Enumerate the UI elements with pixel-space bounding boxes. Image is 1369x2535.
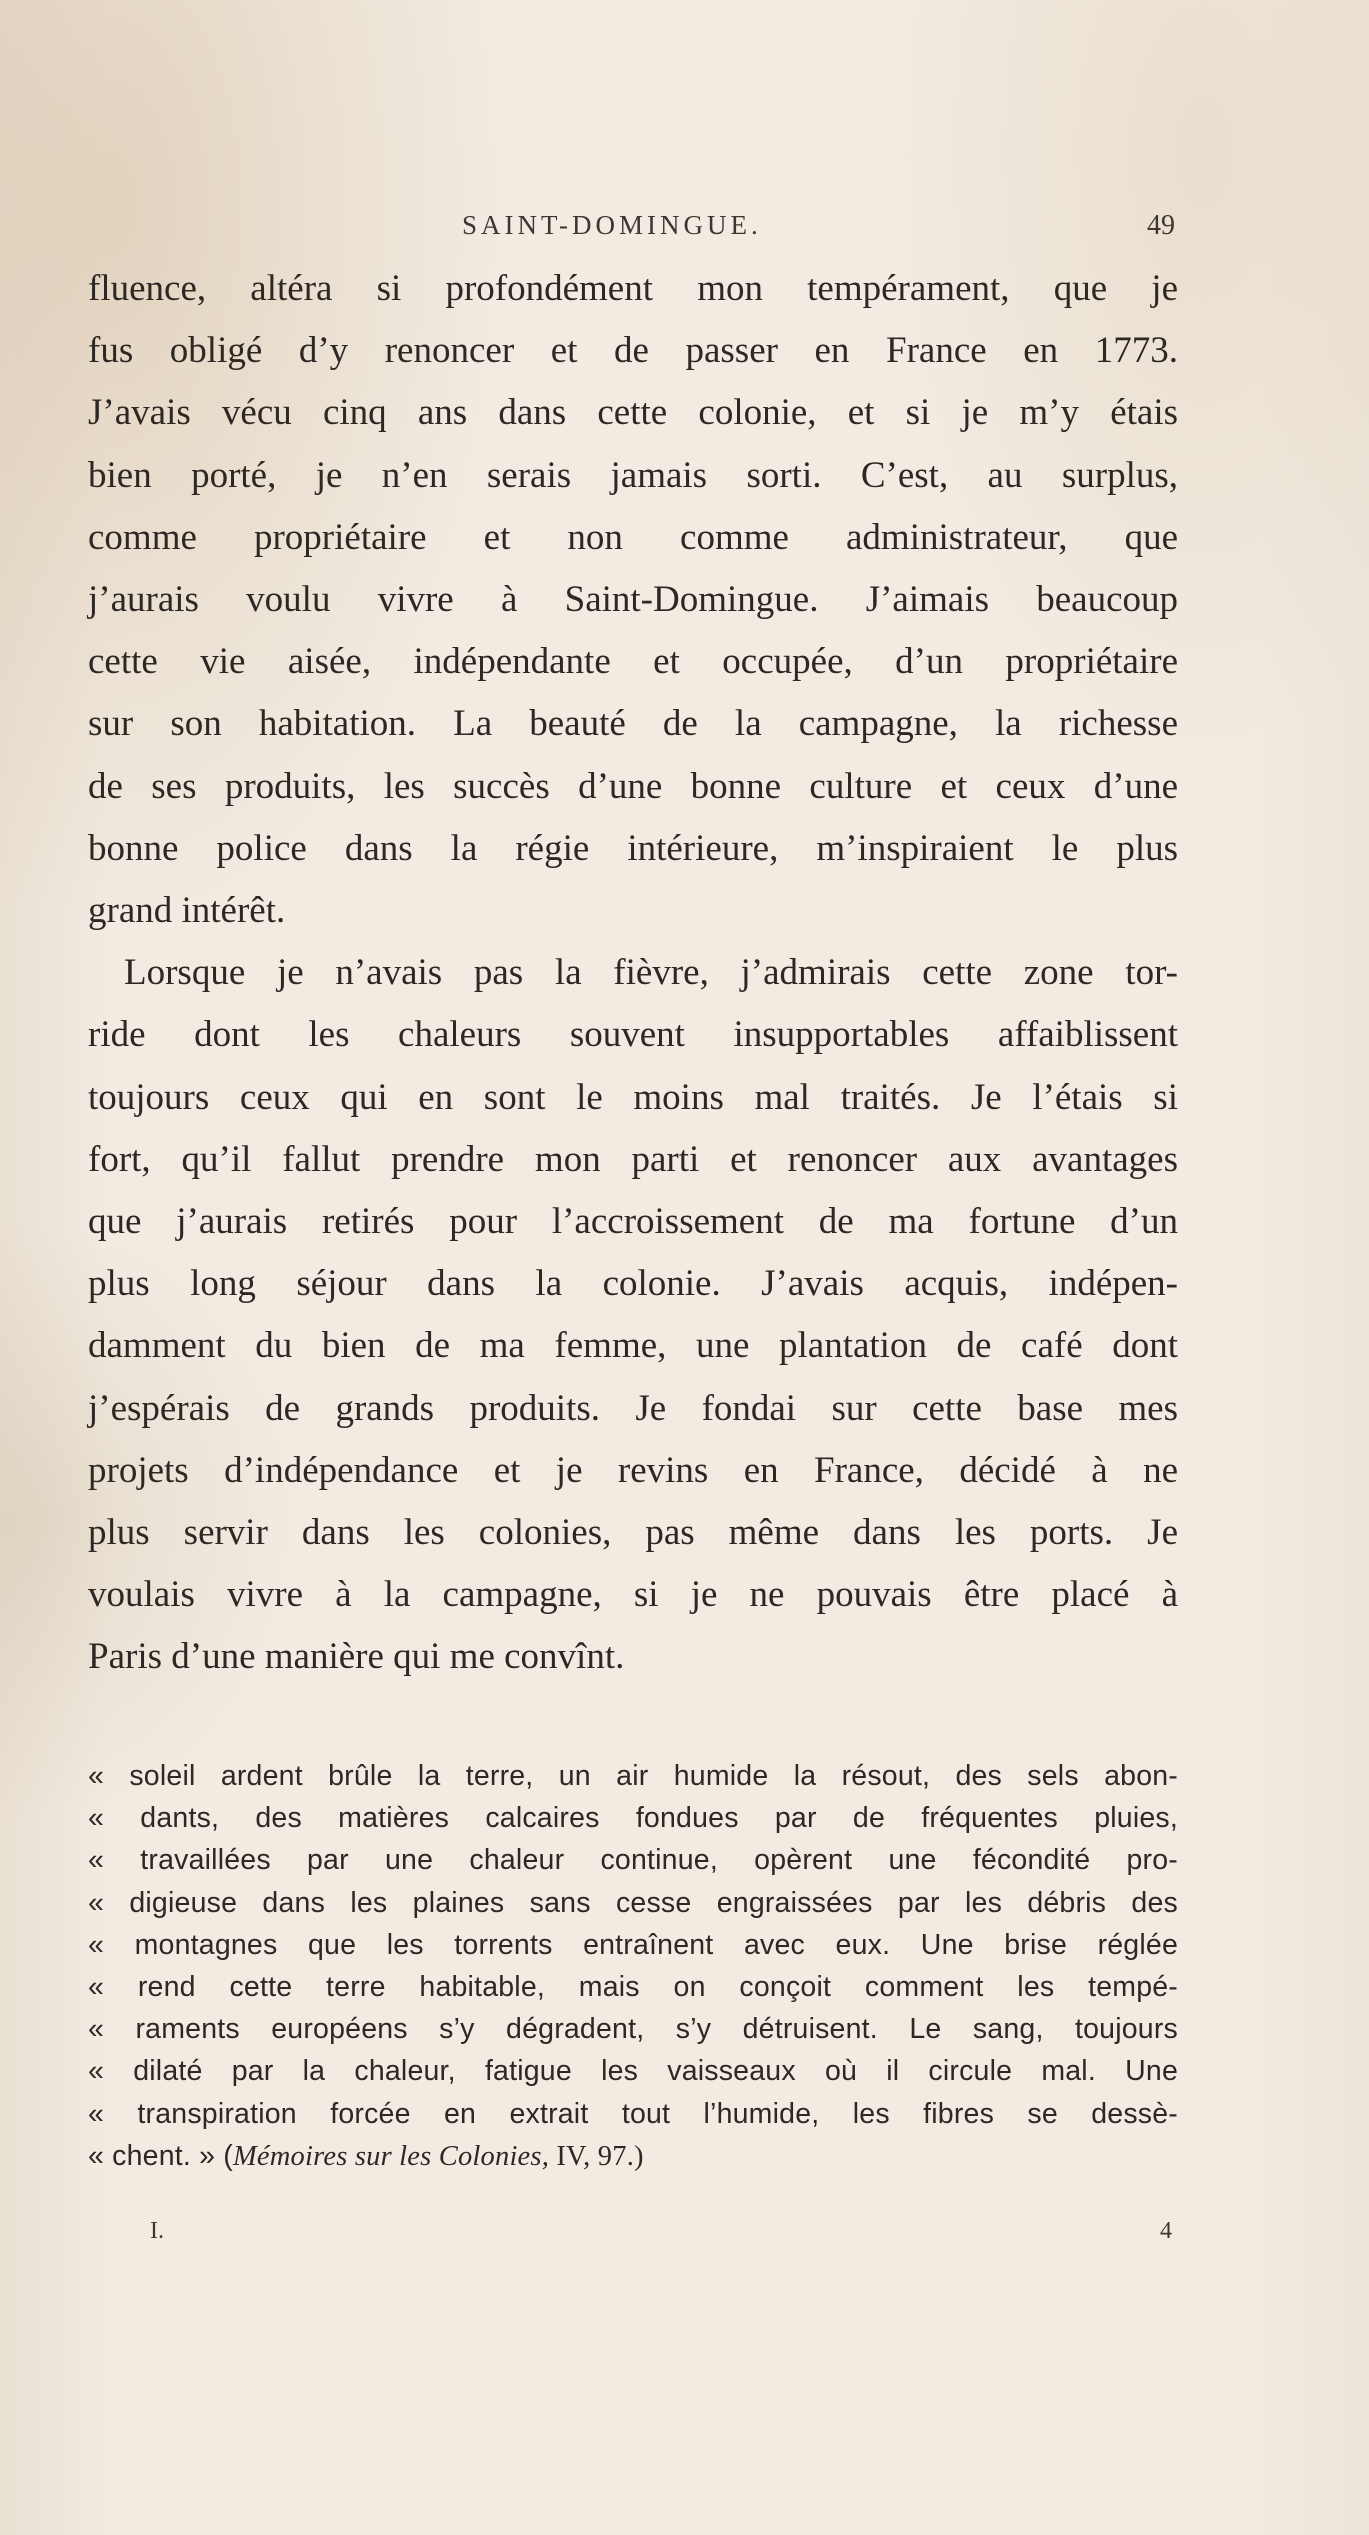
footnote-line: « digieuse dans les plaines sans cesse engraissées par les débris des xyxy=(88,1886,1178,1919)
footnote-citation-ref: IV, 97.) xyxy=(549,2140,644,2172)
footnote-line: « dilaté par la chaleur, fatigue les vaisseaux où il circule mal. Une xyxy=(88,2055,1178,2088)
main-text xyxy=(88,258,1178,1689)
text-line: que j’aurais retirés pour l’accroissement de ma fortune d’un xyxy=(88,1201,1178,1243)
volume-signature: I. xyxy=(150,2218,164,2244)
footnote-line: « rend cette terre habitable, mais on conçoit comment les tempé- xyxy=(88,1971,1178,2004)
footnote-line: « montagnes que les torrents entraînent avec eux. Une brise réglée xyxy=(88,1928,1178,1961)
footnote-line-final xyxy=(88,2135,1178,2178)
text-line: sur son habitation. La beauté de la campagne, la richesse xyxy=(88,703,1178,745)
text-line: de ses produits, les succès d’une bonne culture et ceux d’une xyxy=(88,765,1178,807)
footnote-line: « travaillées par une chaleur continue, opèrent une fécondité pro- xyxy=(88,1844,1178,1877)
text-line: grand intérêt. xyxy=(88,890,286,932)
running-title: SAINT-DOMINGUE. xyxy=(462,210,762,240)
text-line: toujours ceux qui en sont le moins mal traités. Je l’étais si xyxy=(88,1076,1178,1118)
text-line: Paris d’une manière qui me convînt. xyxy=(88,1636,625,1678)
page-number: 49 xyxy=(1147,210,1175,241)
text-line: fus obligé d’y renoncer et de passer en France en 1773. xyxy=(88,330,1178,372)
text-line: plus long séjour dans la colonie. J’avais acquis, indépen- xyxy=(88,1263,1178,1305)
footnote-final-prefix: « chent. » ( xyxy=(88,2139,233,2172)
text-line: Lorsque je n’avais pas la fièvre, j’admirais cette zone tor- xyxy=(124,952,1178,994)
text-line: plus servir dans les colonies, pas même dans les ports. Je xyxy=(88,1512,1178,1554)
sheet-signature: 4 xyxy=(1160,2218,1172,2244)
text-line: cette vie aisée, indépendante et occupée, d’un propriétaire xyxy=(88,641,1178,683)
text-line: bonne police dans la régie intérieure, m’inspiraient le plus xyxy=(88,827,1178,869)
text-line: j’espérais de grands produits. Je fondai sur cette base mes xyxy=(88,1387,1178,1429)
footnote-line: « dants, des matières calcaires fondues par de fréquentes pluies, xyxy=(88,1802,1178,1835)
text-line: fort, qu’il fallut prendre mon parti et renoncer aux avantages xyxy=(88,1138,1178,1180)
footnote-line: « raments européens s’y dégradent, s’y détruisent. Le sang, toujours xyxy=(88,2013,1178,2046)
running-head xyxy=(90,210,1175,250)
footnote xyxy=(88,1755,1178,2178)
footnote-line: « soleil ardent brûle la terre, un air humide la résout, des sels abon- xyxy=(88,1760,1178,1792)
text-line: fluence, altéra si profondément mon tempérament, que je xyxy=(88,268,1178,309)
signature-row xyxy=(88,2218,1178,2254)
text-line: comme propriétaire et non comme administrateur, que xyxy=(88,516,1178,558)
text-line: bien porté, je n’en serais jamais sorti. C’est, au surplus, xyxy=(88,454,1178,496)
text-line: j’aurais voulu vivre à Saint-Domingue. J’aimais beaucoup xyxy=(88,579,1178,621)
text-line: J’avais vécu cinq ans dans cette colonie, et si je m’y étais xyxy=(88,392,1178,434)
text-line: projets d’indépendance et je revins en France, décidé à ne xyxy=(88,1449,1178,1491)
footnote-citation-title: Mémoires sur les Colonies, xyxy=(232,2140,550,2172)
text-line: voulais vivre à la campagne, si je ne pouvais être placé à xyxy=(88,1574,1178,1616)
text-line: ride dont les chaleurs souvent insupportables affaiblissent xyxy=(88,1014,1178,1056)
text-line: damment du bien de ma femme, une plantation de café dont xyxy=(88,1325,1178,1367)
footnote-line: « transpiration forcée en extrait tout l’humide, les fibres se dessè- xyxy=(88,2097,1178,2130)
